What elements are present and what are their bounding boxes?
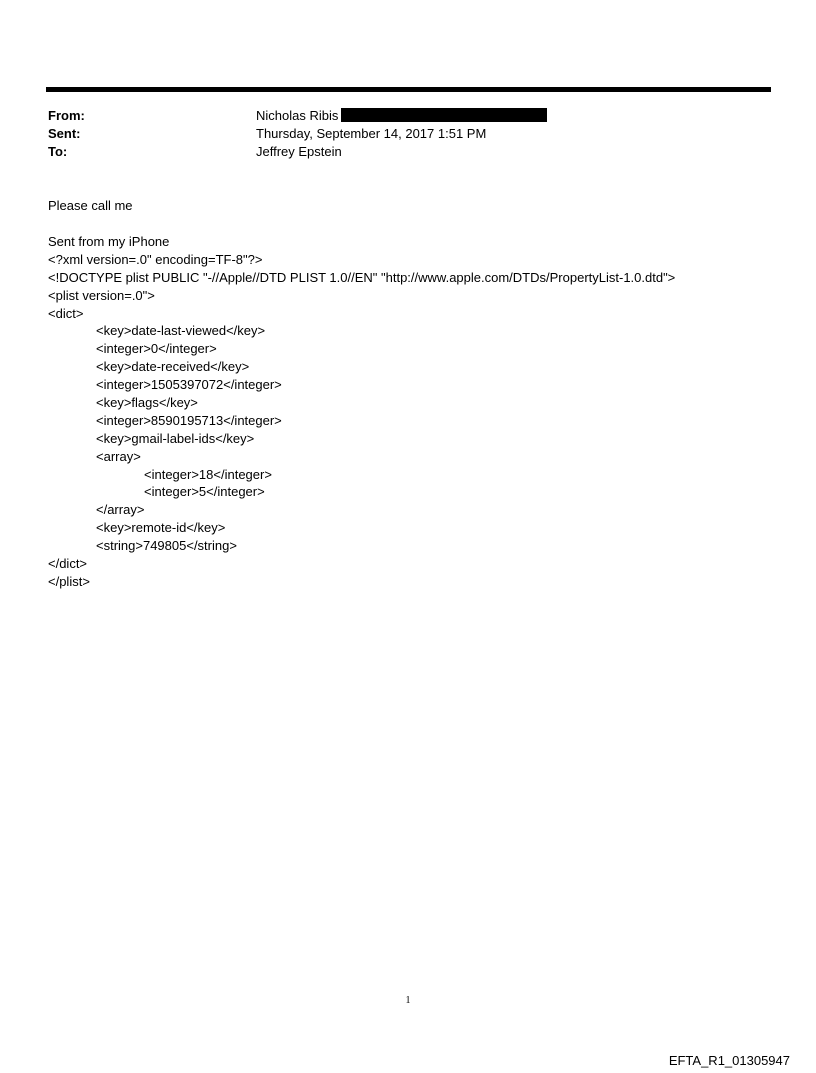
- sender-name: Nicholas Ribis: [256, 108, 339, 123]
- page-number: 1: [405, 995, 411, 1006]
- message-greeting: Please call me: [48, 198, 133, 213]
- body-line: <dict>: [48, 305, 84, 321]
- bates-number: EFTA_R1_01305947: [668, 1053, 790, 1068]
- body-line: <key>date-received</key>: [96, 359, 250, 375]
- body-line: <key>flags</key>: [96, 395, 198, 411]
- body-line: <integer>0</integer>: [96, 341, 217, 357]
- body-line: </dict>: [48, 556, 88, 572]
- from-value: [256, 107, 547, 125]
- sent-value: Thursday, September 14, 2017 1:51 PM: [256, 126, 487, 141]
- from-row: [48, 107, 768, 125]
- body-line: <key>gmail-label-ids</key>: [96, 430, 255, 446]
- body-line: <integer>1505397072</integer>: [96, 377, 282, 393]
- body-line: <key>date-last-viewed</key>: [96, 323, 266, 339]
- body-line: <integer>8590195713</integer>: [96, 412, 282, 428]
- body-line: <!DOCTYPE plist PUBLIC "-//Apple//DTD PLIST 1.0//EN" "http://www.apple.com/DTDs/PropertyList-1.0.dtd">: [48, 269, 676, 285]
- body-line: <array>: [96, 448, 141, 464]
- body-line: </plist>: [48, 573, 90, 589]
- to-label: To:: [48, 144, 68, 159]
- message-body: [48, 233, 675, 591]
- to-value: Jeffrey Epstein: [256, 144, 342, 159]
- to-row: [48, 143, 768, 161]
- sent-row: [48, 125, 768, 143]
- body-line: <plist version=.0">: [48, 287, 155, 303]
- redaction-block: [341, 108, 547, 122]
- body-line: <?xml version=.0" encoding=TF-8"?>: [48, 251, 263, 267]
- body-line: <integer>5</integer>: [144, 484, 265, 500]
- body-line: <integer>18</integer>: [144, 466, 272, 482]
- body-line: <string>749805</string>: [96, 538, 237, 554]
- body-line: <key>remote-id</key>: [96, 520, 226, 536]
- from-label: From:: [48, 108, 85, 123]
- body-line: Sent from my iPhone: [48, 234, 170, 249]
- email-header: [48, 107, 768, 161]
- body-line: </array>: [96, 502, 145, 518]
- sent-label: Sent:: [48, 126, 81, 141]
- header-rule: [46, 87, 771, 92]
